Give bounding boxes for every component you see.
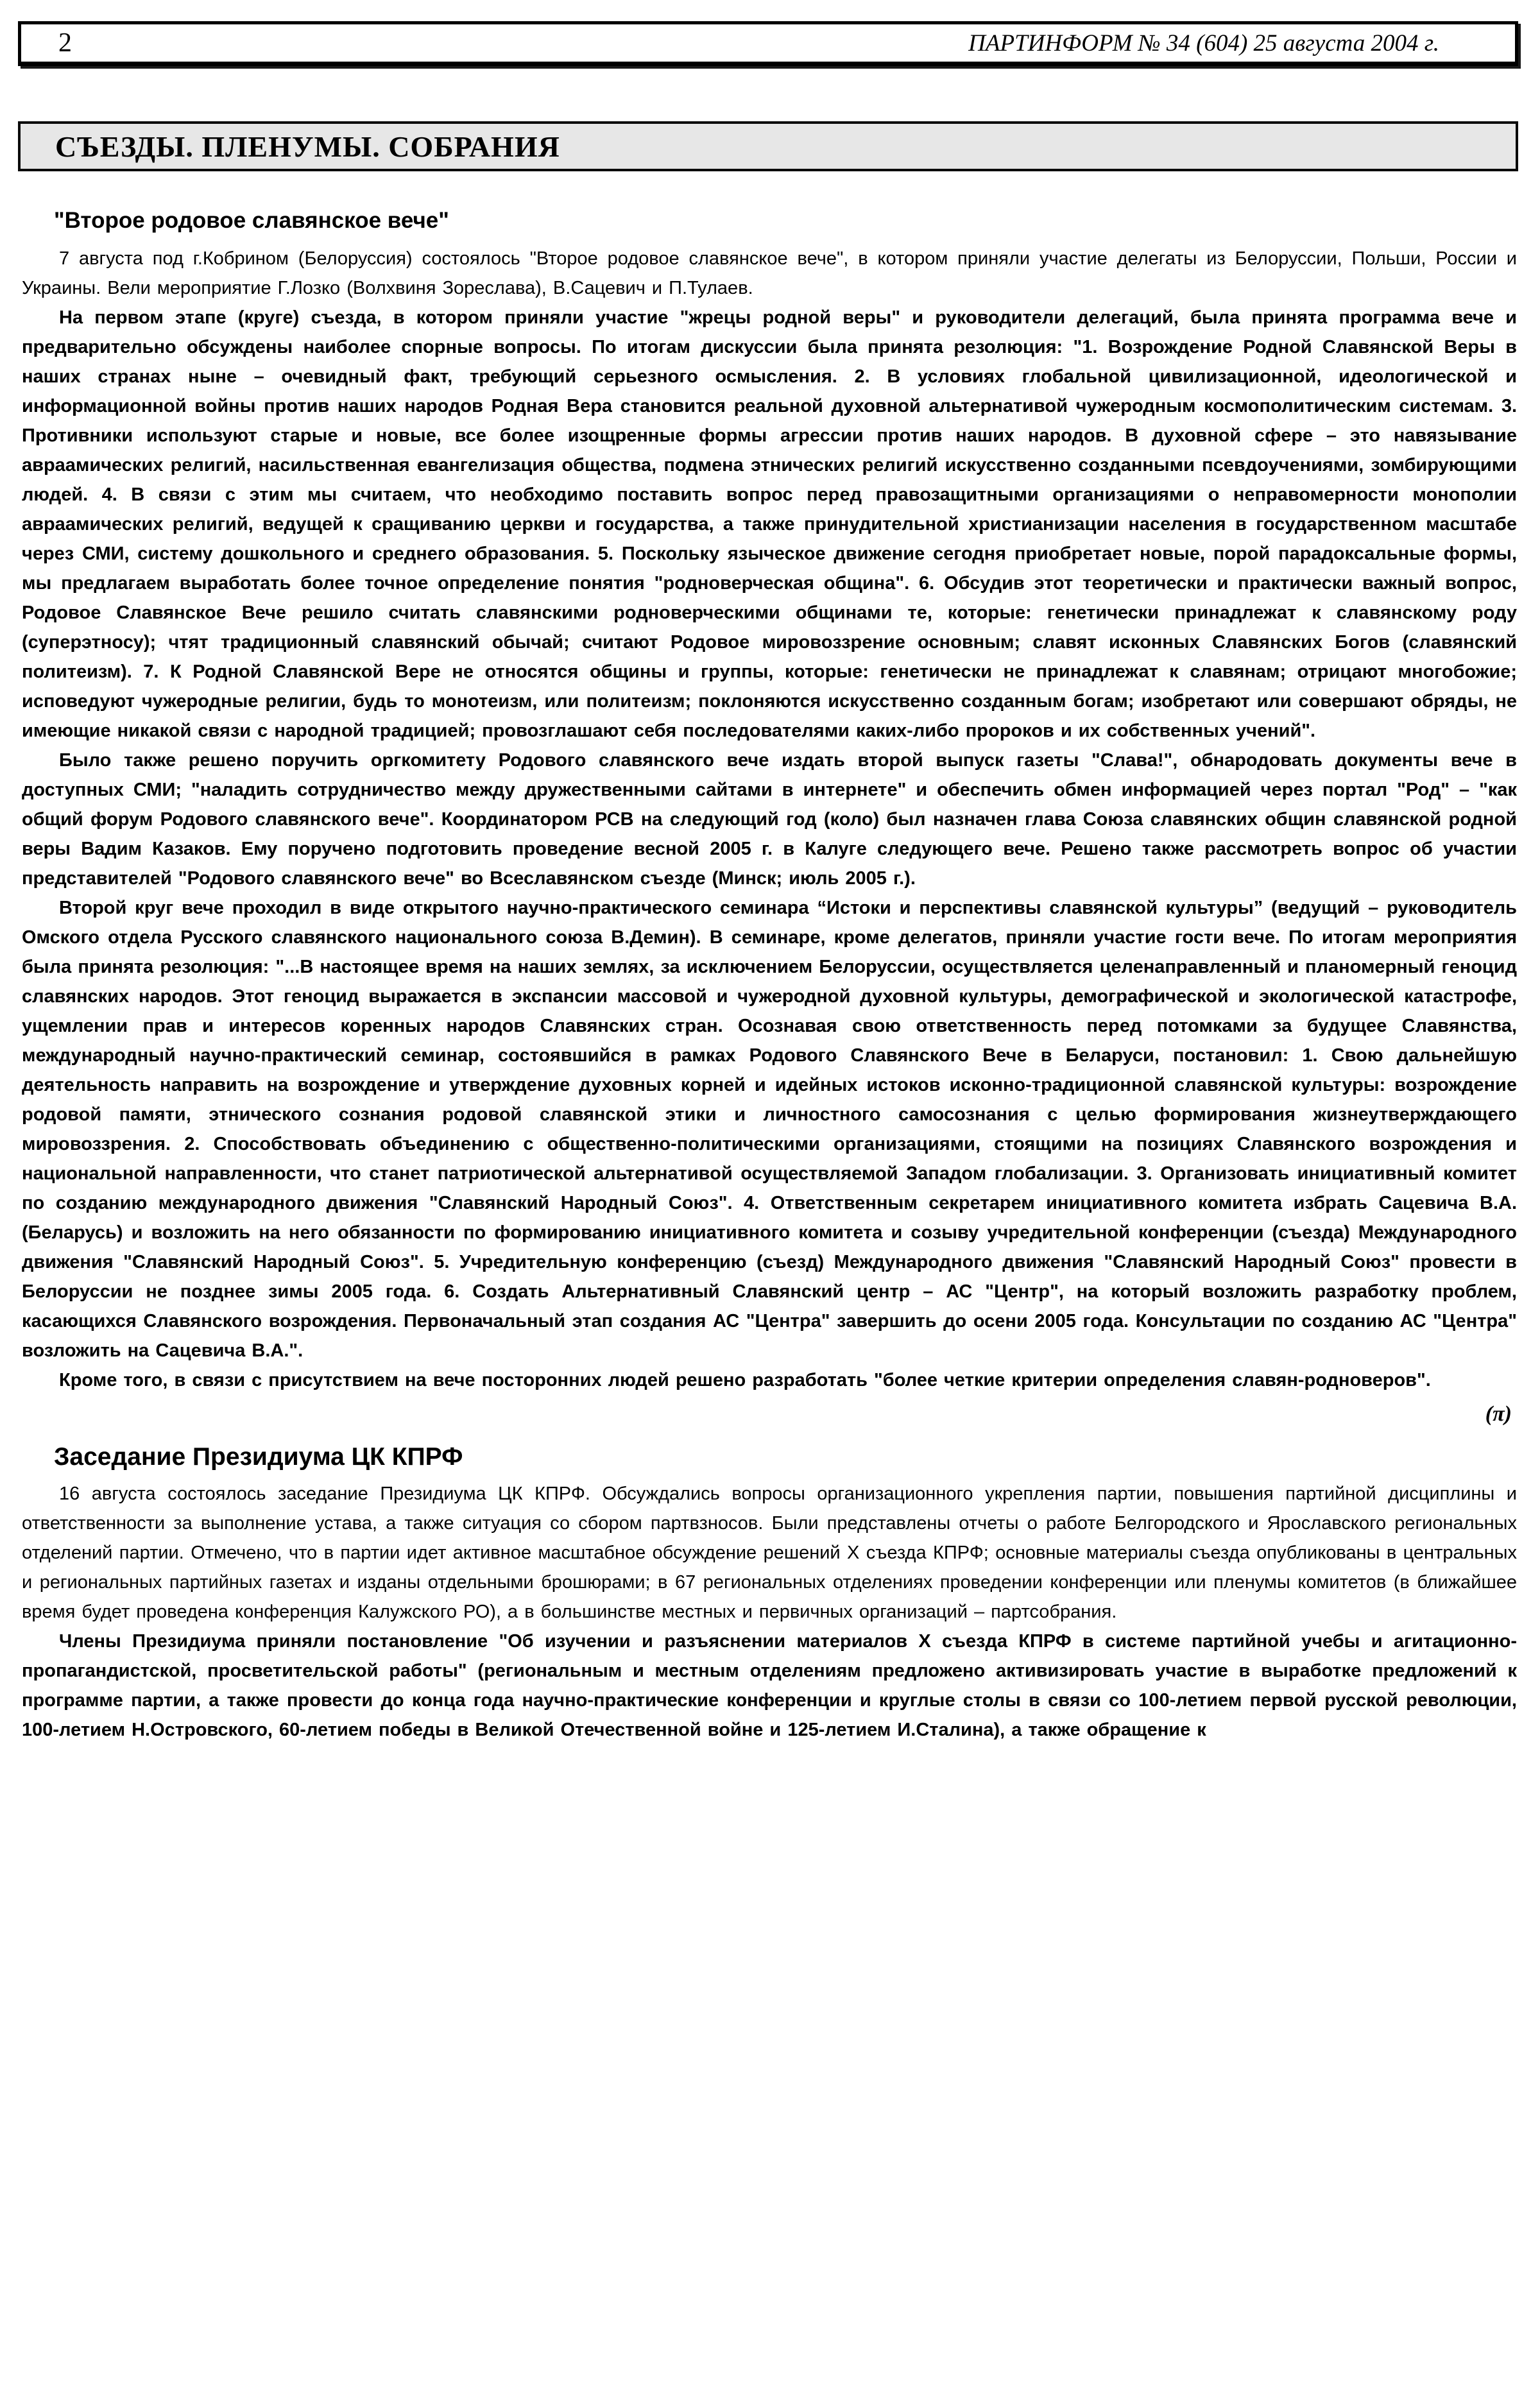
section-header: [18, 121, 1518, 171]
article-1-paragraph-4: Второй круг вече проходил в виде открытого научно-практического семинара “Истоки и перспективы славянской культуры” (ведущий – руководитель Омского отдела Русского славянского национального союза В.Демин). В семинаре, кроме делегатов, приняли участие гости вече. По итогам мероприятия была принята резолюция: "...В настоящее время на наших землях, за исключением Белоруссии, осуществляется целенаправленный и планомерный геноцид славянских народов. Этот геноцид выражается в экспансии массовой и чужеродной духовной культуры, демографической и экологической катастрофе, ущемлении прав и интересов коренных народов Славянских стран. Осознавая свою ответственность перед потомками за будущее Славянства, международный научно-практический семинар, состоявшийся в рамках Родового Славянского Вече в Беларуси, постановил: 1. Свою дальнейшую деятельность направить на возрождение и утверждение духовных корней и идейных истоков исконно-традиционной славянской культуры: возрождение родовой памяти, этнического сознания родовой славянской этики и личностного самосознания с целью формирования жизнеутверждающего мировоззрения. 2. Способствовать объединению с общественно-политическими организациями, стоящими на позициях Славянского возрождения и национальной направленности, что станет патриотической альтернативой осуществляемой Западом глобализации. 3. Организовать инициативный комитет по созданию международного движения "Славянский Народный Союз". 4. Ответственным секретарем инициативного комитета избрать Сацевича В.А. (Беларусь) и возложить на него обязанности по формированию инициативного комитета и созыву учредительной конференции (съезда) Международного движения "Славянский Народный Союз". 5. Учредительную конференцию (съезд) Международного движения "Славянский Народный Союз" провести в Белоруссии не позднее зимы 2005 года. 6. Создать Альтернативный Славянский центр – АС "Центр", на который возложить разработку проблем, касающихся Славянского возрождения. Первоначальный этап создания АС "Центра" завершить до осени 2005 года. Консультации по созданию АС "Центра" возложить на Сацевича В.А.".: [22, 897, 1517, 1361]
section-title: СЪЕЗДЫ. ПЛЕНУМЫ. СОБРАНИЯ: [55, 130, 560, 163]
article-2-title: Заседание Президиума ЦК КПРФ: [54, 1443, 463, 1471]
article-2-paragraph-2: Члены Президиума приняли постановление "Об изучении и разъяснении материалов X съезда КПРФ в системе партийной учебы и агитационно-пропагандистской, просветительской работы" (региональным и местным отделениям предложено активизировать участие в выработке предложений к программе партии, а также провести до конца года научно-практические конференции и круглые столы в связи со 100-летием первой русской революции, 100-летием Н.Островского, 60-летием победы в Великой Отечественной войне и 125-летием И.Сталина), а также обращение к: [22, 1631, 1517, 1741]
article-1-paragraph-3: Было также решено поручить оргкомитету Родового славянского вече издать второй выпуск газеты "Слава!", обнародовать документы вече в доступных СМИ; "наладить сотрудничество между дружественными сайтами в интернете" и обеспечить обмен информацией через портал "Род" – "как общий форум Родового славянского вече". Координатором РСВ на следующий год (коло) был назначен глава Союза славянских общин славянской родной веры Вадим Казаков. Ему поручено подготовить проведение весной 2005 г. в Калуге следующего вече. Решено также рассмотреть вопрос об участии представителей "Родового славянского вече" во Всеславянском съезде (Минск; июль 2005 г.).: [22, 749, 1517, 889]
page-number: 2: [58, 28, 72, 58]
page-header: [18, 21, 1518, 66]
article-2-paragraph-1: 16 августа состоялось заседание Президиума ЦК КПРФ. Обсуждались вопросы организационного укрепления партии, повышения партийной дисциплины и ответственности за выполнение устава, а также ситуация со сбором партвзносов. Были представлены отчеты о работе Белгородского и Ярославского региональных отделений партии. Отмечено, что в партии идет активное масштабное обсуждение решений X съезда КПРФ; основные материалы съезда опубликованы в центральных и региональных партийных газетах и изданы отдельными брошюрами; в 67 региональных отделениях проведении конференции или пленумы комитетов (в ближайшее время будет проведена конференция Калужского РО), а в большинстве местных и первичных организаций – партсобрания.: [22, 1484, 1517, 1623]
article-1-paragraph-2: На первом этапе (круге) съезда, в котором приняли участие "жрецы родной веры" и руководители делегаций, была принята программа вече и предварительно обсуждены наиболее спорные вопросы. По итогам дискуссии была принята резолюция: "1. Возрождение Родной Славянской Веры в наших странах ныне – очевидный факт, требующий серьезного осмысления. 2. В условиях глобальной цивилизационной, идеологической и информационной войны против наших народов Родная Вера становится реальной духовной альтернативой чужеродным космополитическим системам. 3. Противники используют старые и новые, все более изощренные формы агрессии против наших народов. В духовной сфере – это навязывание авраамических религий, насильственная евангелизация общества, подмена этнических религий искусственно созданными псевдоучениями, зомбирующими людей. 4. В связи с этим мы считаем, что необходимо поставить вопрос перед правозащитными организациями о неправомерности монополии авраамических религий, ведущей к сращиванию церкви и государства, а также принудительной христианизации населения в государственном масштабе через СМИ, систему дошкольного и среднего образования. 5. Поскольку языческое движение сегодня приобретает новые, порой парадоксальные формы, мы предлагаем выработать более точное определение понятия "родноверческая община". 6. Обсудив этот теоретически и практически важный вопрос, Родовое Славянское Вече решило считать славянскими родноверческими общинами те, которые: генетически принадлежат к славянскому роду (суперэтносу); чтят традиционный славянский обычай; считают Родовое мировоззрение основным; славят исконных Славянских Богов (славянский политеизм). 7. К Родной Славянской Вере не относятся общины и группы, которые: генетически не принадлежат к славянам; отрицают многобожие; исповедуют чужеродные религии, будь то монотеизм, или политеизм; поклоняются искусственно созданным богам; изобретают или совершают обряды, не имеющие никакой связи с народной традицией; провозглашают себя последователями каких-либо пророков и их собственных учений".: [22, 307, 1517, 741]
author-signature: (π): [1485, 1401, 1512, 1426]
newsletter-page: [0, 21, 1540, 2403]
article-1-paragraph-1: 7 августа под г.Кобрином (Белоруссия) состоялось "Второе родовое славянское вече", в котором приняли участие делегаты из Белоруссии, Польши, России и Украины. Вели мероприятие Г.Лозко (Волхвиня Зореслава), В.Сацевич и П.Тулаев.: [22, 248, 1517, 298]
article-1-title: "Второе родовое славянское вече": [54, 208, 449, 233]
masthead-title: ПАРТИНФОРМ № 34 (604) 25 августа 2004 г.: [968, 30, 1439, 56]
page-content: [0, 209, 1540, 1745]
article-1-paragraph-5: Кроме того, в связи с присутствием на вече посторонних людей решено разработать "более четкие критерии определения славян-родноверов".: [59, 1369, 1431, 1390]
